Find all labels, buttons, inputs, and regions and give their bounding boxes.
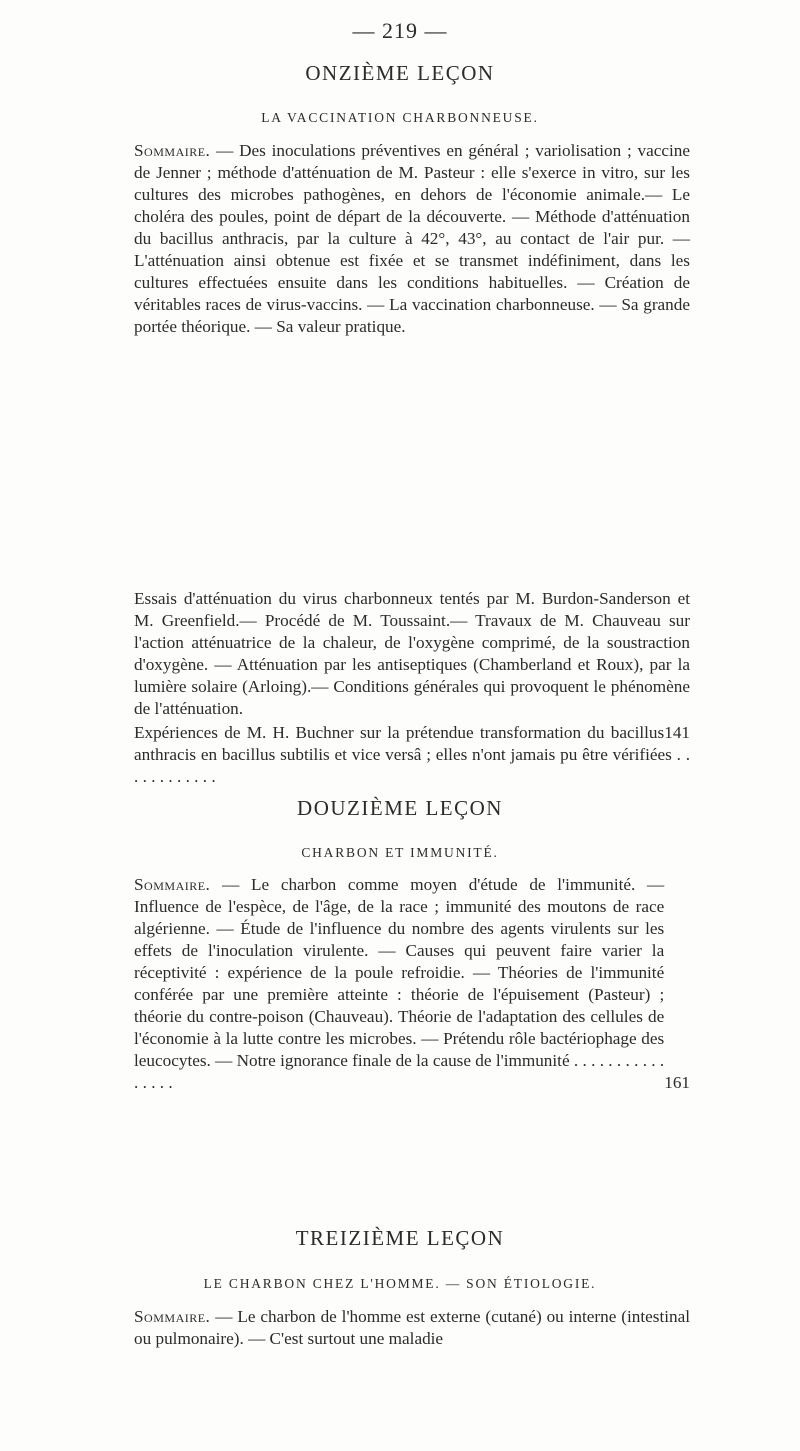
section-title-onzieme: ONZIÈME LEÇON (305, 61, 495, 85)
sommaire-label: Sommaire. (134, 1307, 211, 1326)
paragraph-buchner (134, 722, 690, 788)
sommaire-label: Sommaire. (134, 141, 211, 160)
paragraph-attenuation: Essais d'atténuation du virus charbonneux tentés par M. Burdon-Sanderson et M. Greenfield.— Procédé de M. Toussaint.— Travaux de M. Chauveau sur l'action atténuatrice de la chaleur, de l'oxygène comprimé, de la soustraction d'oxygène. — Atténuation par les antiseptiques (Chamberland et Roux), par la lumière solaire (Arloing).— Conditions générales qui provoquent le phénomène de l'atténuation. (134, 589, 690, 718)
page-number: — 219 — (352, 18, 448, 43)
sommaire-paragraph-douzieme (134, 874, 690, 1094)
section-subtitle-treizieme: LE CHARBON CHEZ L'HOMME. — SON ÉTIOLOGIE. (203, 1276, 597, 1291)
sommaire-label: Sommaire. (134, 875, 211, 894)
section-title-douzieme: DOUZIÈME LEÇON (297, 796, 503, 820)
sommaire-text: — Le charbon de l'homme est externe (cutané) ou interne (intestinal ou pulmonaire). — C'est surtout une maladie (134, 1307, 690, 1348)
page-reference: 161 (664, 1073, 690, 1092)
section-title-treizieme: TREIZIÈME LEÇON (295, 1226, 505, 1250)
sommaire-paragraph-onzieme (134, 140, 690, 338)
sommaire-text: — Des inoculations préventives en général ; variolisation ; vaccine de Jenner ; méthode d'atténuation de M. Pasteur : elle s'exerce in vitro, sur les cultures des microbes pathogènes, en dehors de l'économie animale.— Le choléra des poules, point de départ de la découverte. — Méthode d'atténuation du bacillus anthracis, par la culture à 42°, 43°, au contact de l'air pur. — L'atténuation ainsi obtenue est fixée et se transmet indéfiniment, dans les cultures effectuées ensuite dans les conditions habituelles. — Création de véritables races de virus-vaccins. — La vaccination charbonneuse. — Sa grande portée théorique. — Sa valeur pratique. (134, 141, 690, 336)
sommaire-paragraph-treizieme (134, 1306, 690, 1350)
sommaire-text: — Le charbon comme moyen d'étude de l'immunité. — Influence de l'espèce, de l'âge, de la race ; immunité des moutons de race algérienne. — Étude de l'influence du nombre des agents virulents sur les effets de l'inoculation virulente. — Causes qui peuvent faire varier la réceptivité : expérience de la poule refroidie. — Théories de l'immunité conférée par une première atteinte : théorie de l'épuisement (Pasteur) ; théorie du contre-poison (Chauveau). Théorie de l'adaptation des cellules de l'économie à la lutte contre les microbes. — Prétendu rôle bactériophage des leucocytes. — Notre ignorance finale de la cause de l'immunité . . . . . . . . . . . . . . . . (134, 875, 665, 1092)
section-subtitle-douzieme: CHARBON ET IMMUNITÉ. (301, 845, 499, 860)
paragraph-buchner-text: Expériences de M. H. Buchner sur la prétendue transformation du bacillus anthracis en bacillus subtilis et vice versâ ; elles n'ont jamais pu être vérifiées . . . . . . . . . . . . (134, 723, 690, 786)
page-reference: 141 (664, 723, 690, 742)
section-subtitle-onzieme: LA VACCINATION CHARBONNEUSE. (261, 110, 539, 125)
